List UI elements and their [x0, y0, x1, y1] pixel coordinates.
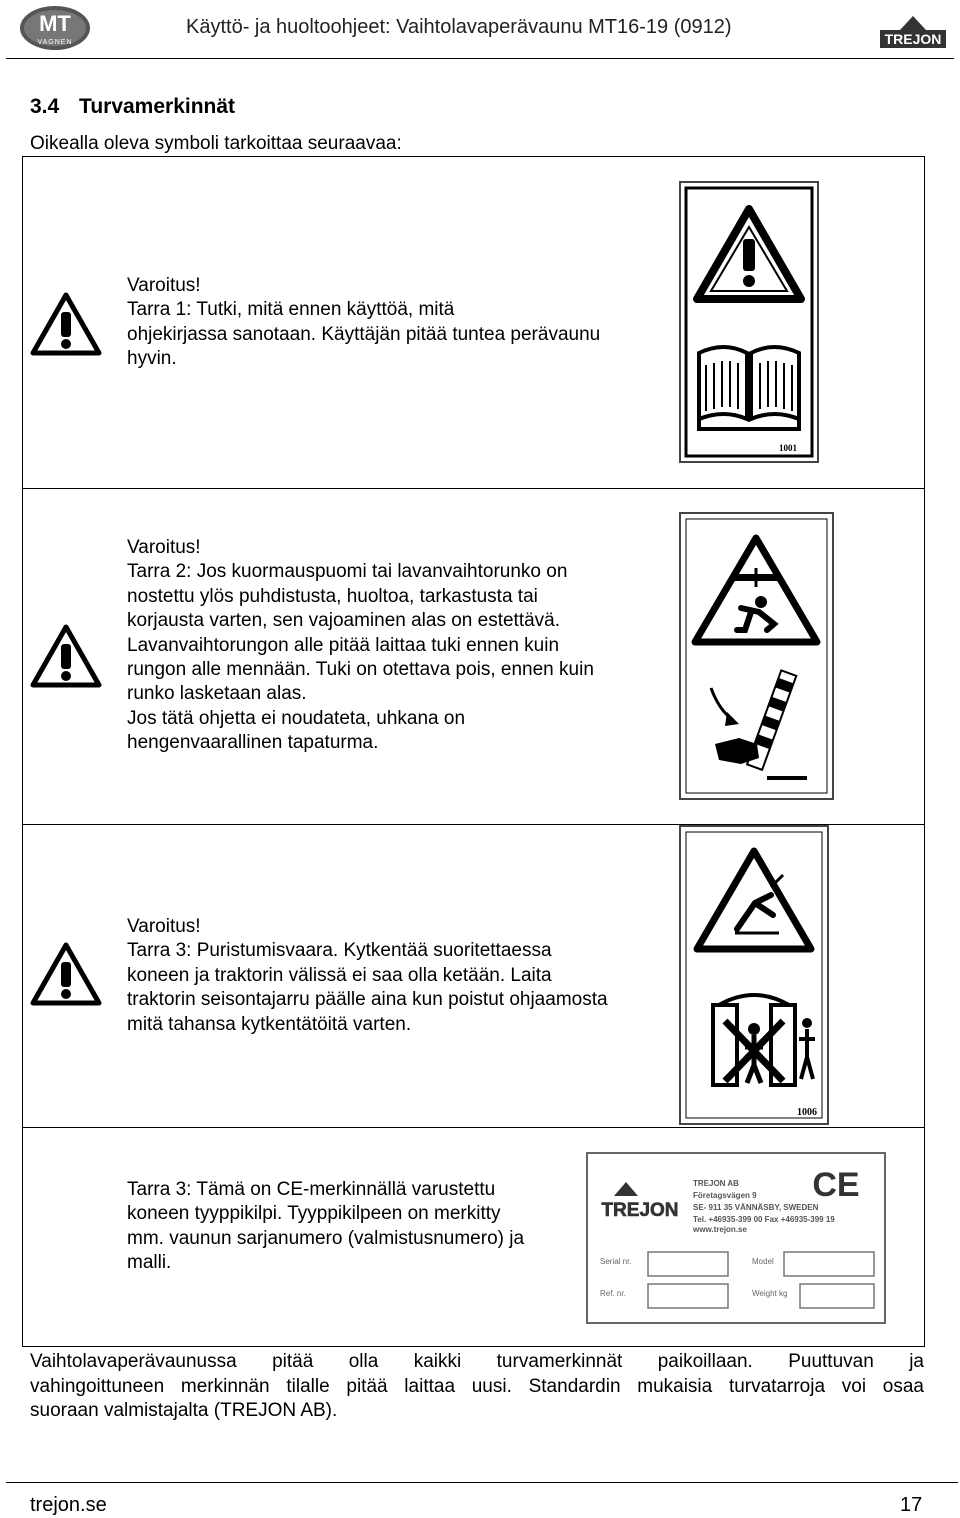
intro-text: Oikealla oleva symboli tarkoittaa seuraavaa: [30, 133, 402, 154]
decal-3-description [127, 915, 667, 1037]
decal-1-line: Varoitus! [127, 275, 201, 296]
decal-1-line: ohjekirjassa sanotaan. Käyttäjän pitää tuntea perävaunu [127, 323, 601, 345]
footer-divider [6, 1482, 958, 1483]
trejon-logo [878, 16, 948, 52]
type-plate-line: mm. vaunun sarjanumero (valmistusnumero) ja [127, 1227, 525, 1249]
warning-icon [30, 292, 102, 356]
decal-1-code: 1001 [779, 443, 797, 453]
closing-line: suoraan valmistajalta (TREJON AB). [30, 1400, 338, 1422]
type-plate-line: koneen tyyppikilpi. Tyyppikilpeen on merkitty [127, 1203, 501, 1225]
type-plate-line: malli. [127, 1252, 172, 1274]
plate-ce-mark: CE [812, 1166, 860, 1204]
mt-logo-text: MT [39, 11, 71, 36]
decal-3-crush-hazard [679, 825, 829, 1125]
decal-3-code: 1006 [797, 1107, 817, 1118]
trejon-logo-text: TREJON [884, 31, 942, 47]
warning-icon [30, 624, 102, 688]
plate-serial-field [648, 1252, 728, 1276]
plate-logo: TREJON [601, 1200, 679, 1221]
decal-2-line: Lavanvaihtorungon alle pitää laittaa tuki ennen kuin [127, 634, 560, 656]
plate-phone: Tel. +46935-399 00 Fax +46935-399 19 [693, 1215, 835, 1224]
header-title: Käyttö- ja huoltoohjeet: Vaihtolavaperävaunu MT16-19 (0912) [186, 16, 732, 38]
plate-ref-field [648, 1284, 728, 1308]
plate-serial-label: Serial nr. [600, 1257, 632, 1266]
row-divider [22, 488, 925, 489]
decal-3-line: Tarra 3: Puristumisvaara. Kytkentää suoritettaessa [127, 940, 552, 962]
decal-1-read-manual [679, 181, 819, 463]
warning-icon [30, 942, 102, 1006]
decal-1-line: Tarra 1: Tutki, mitä ennen käyttöä, mitä [127, 299, 455, 321]
decal-2-line: hengenvaarallinen tapaturma. [127, 732, 379, 754]
plate-model-label: Model [752, 1257, 774, 1266]
decal-2-line: runko lasketaan alas. [127, 683, 307, 705]
closing-line: vahingoittuneen merkinnän tilalle pitää laittaa uusi. Standardin mukaisia turvatarroja voi osaa [30, 1375, 924, 1397]
decal-1-line: hyvin. [127, 348, 177, 370]
section-number: 3.4 [30, 95, 60, 118]
decal-2-line: korjausta varten, sen vajoaminen alas on estettävä. [127, 610, 561, 632]
plate-address1: Företagsvägen 9 [693, 1191, 757, 1200]
plate-weight-field [800, 1284, 874, 1308]
row-divider [22, 1127, 925, 1128]
decal-1-description [127, 274, 667, 372]
plate-company: TREJON AB [693, 1179, 739, 1188]
decal-3-line: mitä tahansa kytkentätöitä varten. [127, 1013, 412, 1035]
header-divider [6, 58, 954, 59]
decal-2-line: nostettu ylös puhdistusta, huoltoa, tarkastusta tai [127, 585, 538, 607]
decal-3-line: Varoitus! [127, 916, 201, 937]
decal-3-line: traktorin seisontajarru päälle aina kun poistut ohjaamosta [127, 989, 608, 1011]
plate-address2: SE- 911 35 VÄNNÄSBY, SWEDEN [693, 1203, 819, 1212]
decal-2-description [127, 536, 667, 756]
plate-model-field [784, 1252, 874, 1276]
decal-2-support-under-frame [679, 512, 834, 800]
closing-line: Vaihtolavaperävaunussa pitää olla kaikki turvamerkinnät paikoillaan. Puuttuvan ja [30, 1351, 924, 1372]
decal-2-line: rungon alle mennään. Tuki on otettava pois, ennen kuin [127, 659, 594, 681]
mt-logo-sub: VAGNEN [37, 39, 73, 46]
ce-type-plate [586, 1152, 886, 1324]
plate-web: www.trejon.se [693, 1225, 747, 1234]
footer-site: trejon.se [30, 1494, 107, 1516]
section-title: Turvamerkinnät [79, 95, 236, 118]
plate-ref-label: Ref. nr. [600, 1289, 626, 1298]
plate-weight-label: Weight kg [752, 1289, 788, 1298]
decal-2-line: Varoitus! [127, 537, 201, 558]
section-heading [30, 95, 235, 119]
decal-2-line: Jos tätä ohjetta ei noudateta, uhkana on [127, 707, 466, 729]
decal-2-line: Tarra 2: Jos kuormauspuomi tai lavanvaihtorunko on [127, 561, 568, 583]
decal-3-line: koneen ja traktorin välissä ei saa olla ketään. Laita [127, 964, 552, 986]
closing-paragraph [30, 1350, 924, 1424]
type-plate-line: Tarra 3: Tämä on CE-merkinnällä varustettu [127, 1179, 496, 1200]
page-number: 17 [900, 1494, 923, 1516]
mt-vagnen-logo [18, 4, 92, 52]
